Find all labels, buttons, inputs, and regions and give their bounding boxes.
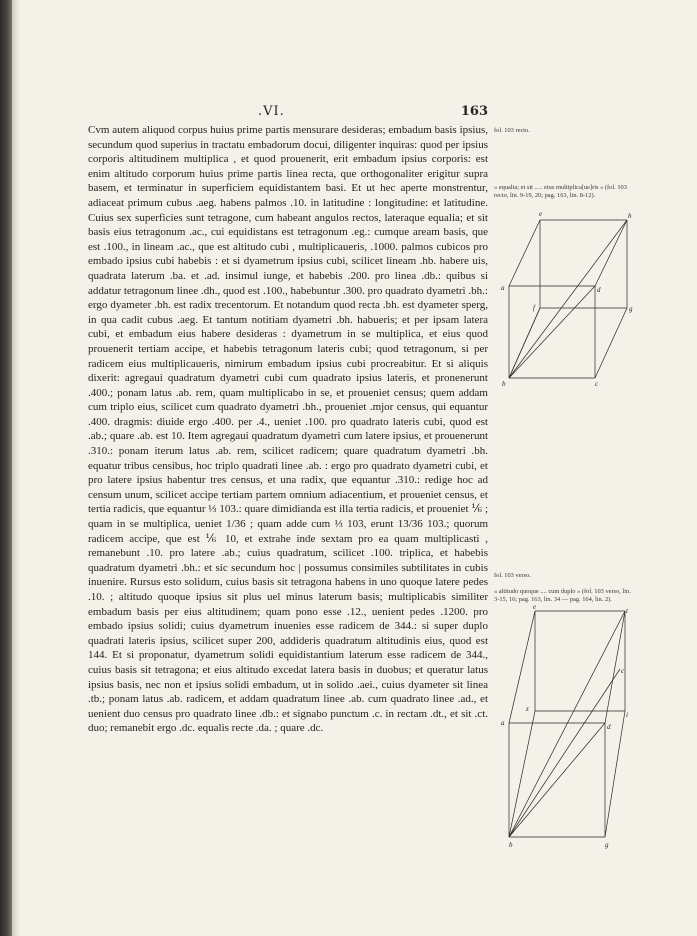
solid-label-t: t	[626, 607, 628, 615]
margin-note-reference-2: « altitudo quoque .... cum duplo » (fol. 103 verso, lin. 3-15, 16; pag. 163, lin. 34 — pag. 164, lin. 2).	[494, 588, 631, 603]
cube-figure	[495, 210, 645, 394]
cube-label-f: f	[533, 304, 535, 312]
main-paragraph: Cvm autem aliquod corpus huius prime partis mensurare desideras; embadum basis ipsius, secundum quod superius in tractatu embadorum docui, diligenter inquiras: quod per ipsius corporis altitudinem multiplica , et quod prouenerit, erit embadum ipsius corporis: est enim altitudo corporum huius prime partis linea recta, que orthogonaliter erigitur supra basem, et terminatur in superficiem equidistantem basi. Et ut hec aperte monstrentur, adiaceat primum cubus .aeg. habens palmos .10. in latitudine : longitudine: et latitudine. Cuius sex superficies sunt tetragone, cum habeant angulos rectos, lateraque equalia; et sit basis eius tetragonum .ac., cui equidistans est tetragonum .eg.: cumque aream basis, que est .100., in lineam .ac., que est altitudo cubi , multiplicaueris, .1000. palmos cubicos pro embado ipsius cubi habebis : et si dyametrum ipsius cubi, scilicet lineam .hb. habere uis, quadrata laterum .ba. et .ad. insimul iunge, et habebis .200. pro linea .db.: quibus si addatur tetragonum linee .dh., quod est .100., habebuntur .300. pro quadrato dyametri .bh.: ergo dyameter .bh. est radix trecentorum. Et notandum quod recta .bh. est dyameter sperg, in qua cadit cubus .aeg. Et tantum notitiam dyametri .bh. habueris; et per ipsam latera cubi, et embadum eius habere desideras : dyametrum in se multiplica, et eius quod prouenerit tertiam accipe, et habebis tetragonum lateris cubi; quod tetragonum, si per radicem eius multiplicaueris, nimirum embadum ipsius cubi procreabitur. Et si aliquis dixerit: agregaui quadratum dyametri cubi cum quadrato ipsius lateris, et pronenerunt .400.; ponam latus .ab. rem, quam multiplicabo in se, et proueniet census; quem addam cum triplo eius, scilicet cum quadrato dyametri .bh., proueniet .mjor census, qui equantur .400. dragmis: diuide ergo .400. per .4., ueniet .100. pro quadrato lateris cubi, quod est .ab.; quare .ab. est 10. Item agregaui quadratum dyametri cum latere ipsius, et prouenerunt .310.: ponam iterum latus .ab. rem, scilicet radicem; quare quadratum dyametri .bh. equatur tribus censibus, hoc triplo quadrati linee .ab. : ergo pro quadrato dyametri cubi, et pro latere ipsius habentur tres census, et una radix, que equantur .310.: redige hoc ad censum unum, scilicet accipe tertiam partem omnium adiacentium, et proueniet census, et tertia radicis, que equantur ⅓ 103.: quare dimidianda est illa tertia radicis, et proueniet ⅙ ; quam in se multiplica, ueniet 1/36 ; quam adde cum ⅓ 103, erunt 13/36 103.; quorum radicem accipe, que est ⅙ 10, et extrahe inde sextam pro ea quam multiplicasti , remanebunt .10. pro latere .ab.; cuius quadratum, scilicet .100. triplica, et habebis quadratum dyametri .bh.: et sic secundum hoc | possumus consimiles subtilitates in cubis inuenire. Rursus esto solidum, cuius basis sit tetragona habens in uno quoque latere pedes .10. ; altitudo quoque ipsius sit plus uel minus laterum basis; multiplicabis similiter embadum basis per eius altitudinem; quam pono esse .12., uenient pedes .1200. pro embado ipsius solidi; cuius dyametrum inuenies esse radicem de 344.: si super duplo quadrati lateris ipsius, scilicet super 200, addideris quadratum altitudinis eius, quod est 144. Et si proponatur, dyametrum solidi equidistantium laterum esse radicem de 344., cuius basis sit tetragona; et eius altitudo excedat latera basis in duobus; et queratur latus ipsius basis, nec non et ipsius solidi embadum, ut in solido .aei., cuius dyameter sit linea .tb.; ponam latus .ab. radicem, et addam quadratum linee .ab. cum quadrato linee .ad., et uenient duo census pro quadrato linee .db.: et signabo punctum .c. in rectam .dt., et sit .ct. duo; remanebit ergo .dc. equalis recte .da. ; quare .dc.	[88, 124, 488, 735]
book-gutter	[0, 0, 12, 936]
page-number: 163	[460, 104, 488, 119]
solid-label-g: g	[605, 841, 609, 849]
solid-label-b: b	[509, 841, 513, 849]
cube-label-d: d	[597, 286, 601, 294]
page-edge-shadow	[12, 0, 20, 936]
solid-label-i: i	[626, 711, 628, 719]
solid-figure	[495, 605, 645, 859]
page-header	[88, 104, 488, 124]
cube-label-c: c	[595, 380, 599, 388]
solid-label-c: c	[621, 667, 625, 675]
cube-label-a: a	[501, 284, 505, 292]
margin-note-folio-verso: fol. 103 verso.	[494, 572, 531, 579]
main-text-block	[88, 123, 488, 736]
running-head: .VI.	[258, 104, 285, 119]
solid-label-z: z	[526, 705, 529, 713]
margin-note-reference-1: « equalia; et sit ..... eius multiplica[ue]ris » (fol. 103 recto, lin. 9-19, 20; pag. 163, lin. 8-12).	[494, 184, 627, 199]
cube-label-g: g	[629, 305, 633, 313]
margin-note-folio-recto: fol. 103 recto.	[494, 127, 530, 134]
cube-label-h: h	[628, 212, 632, 220]
cube-label-b: b	[502, 380, 506, 388]
solid-label-d: d	[607, 723, 611, 731]
solid-label-e: e	[533, 605, 537, 611]
cube-label-e: e	[539, 210, 543, 218]
solid-label-a: a	[501, 719, 505, 727]
